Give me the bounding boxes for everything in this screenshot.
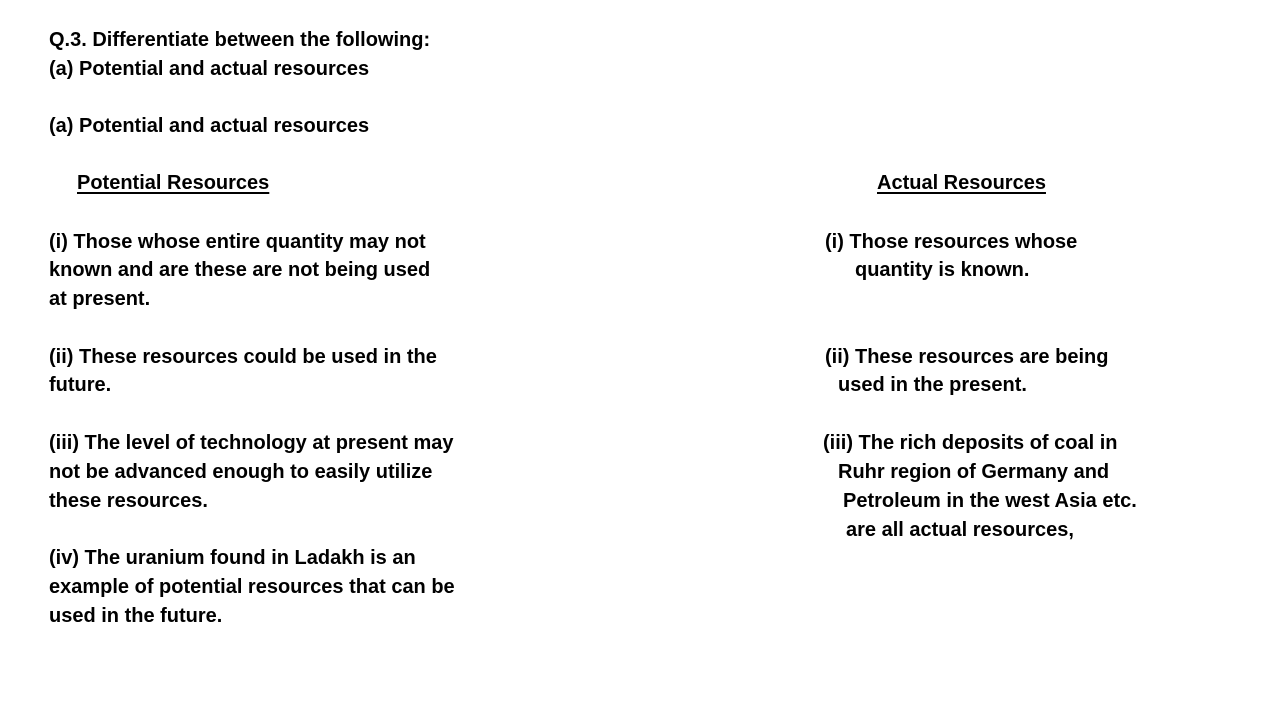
potential-point-1-line-3: at present. [49, 288, 151, 310]
potential-heading [49, 171, 269, 195]
actual-point-3-line-2: Ruhr region of Germany and [838, 461, 1110, 483]
potential-point-3-line-1: (iii) The level of technology at present may [49, 432, 454, 454]
question-title: Q.3. Differentiate between the following: [49, 29, 431, 51]
actual-point-1-line-2: quantity is known. [855, 259, 1030, 281]
potential-heading-text: Potential Resources [77, 172, 270, 194]
potential-point-4-line-2: example of potential resources that can be [49, 576, 455, 598]
actual-point-2-line-1: (ii) These resources are being [825, 346, 1109, 368]
actual-point-3-line-3: Petroleum in the west Asia etc. [843, 490, 1137, 512]
potential-point-1-line-1: (i) Those whose entire quantity may not [49, 231, 426, 253]
question-subtitle: (a) Potential and actual resources [49, 58, 370, 80]
potential-point-4-line-1: (iv) The uranium found in Ladakh is an [49, 547, 416, 569]
actual-point-3-line-4: are all actual resources, [846, 519, 1074, 541]
section-heading: (a) Potential and actual resources [49, 115, 370, 137]
potential-point-3-line-3: these resources. [49, 490, 208, 512]
actual-point-3-line-1: (iii) The rich deposits of coal in [823, 432, 1118, 454]
potential-point-4-line-3: used in the future. [49, 605, 223, 627]
potential-point-3-line-2: not be advanced enough to easily utilize [49, 461, 433, 483]
potential-point-2-line-1: (ii) These resources could be used in the [49, 346, 437, 368]
potential-point-2-line-2: future. [49, 374, 112, 396]
actual-point-1-line-1: (i) Those resources whose [825, 231, 1078, 253]
actual-heading: Actual Resources [877, 172, 1046, 194]
actual-point-2-line-2: used in the present. [838, 374, 1027, 396]
potential-point-1-line-2: known and are these are not being used [49, 259, 431, 281]
